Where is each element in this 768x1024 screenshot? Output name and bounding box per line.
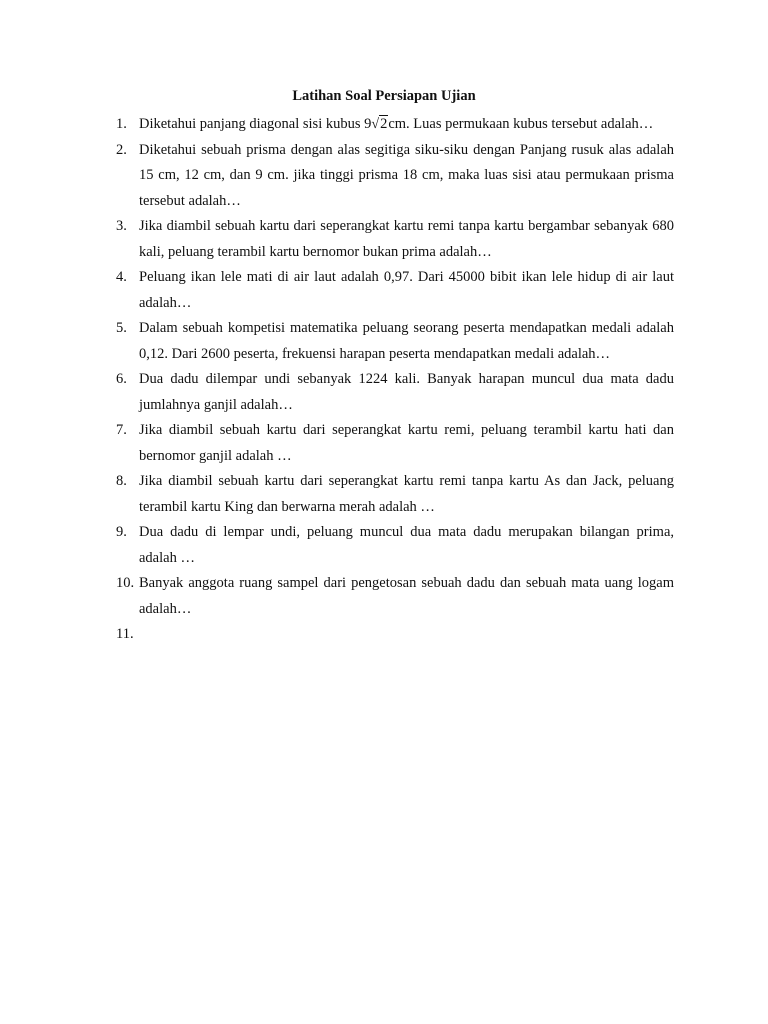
question-item-8 xyxy=(116,469,674,520)
square-root-radicand: 2 xyxy=(380,116,388,132)
question-text: Jika diambil sebuah kartu dari seperangkat kartu remi tanpa kartu As dan Jack, peluang terambil kartu King dan berwarna merah adalah … xyxy=(139,473,674,515)
question-number: 8. xyxy=(116,473,127,489)
question-item-4 xyxy=(116,265,674,316)
question-text: Peluang ikan lele mati di air laut adalah 0,97. Dari 45000 bibit ikan lele hidup di air laut adalah… xyxy=(139,269,674,311)
question-item-9 xyxy=(116,520,674,571)
question-text: Dalam sebuah kompetisi matematika peluang seorang peserta mendapatkan medali adalah 0,12. Dari 2600 peserta, frekuensi harapan peserta mendapatkan medali adalah… xyxy=(139,320,674,362)
question-number: 11. xyxy=(116,626,134,642)
question-item-5 xyxy=(116,316,674,367)
question-text: Banyak anggota ruang sampel dari pengetosan sebuah dadu dan sebuah mata uang logam adalah… xyxy=(139,575,674,617)
question-text: Jika diambil sebuah kartu dari seperangkat kartu remi tanpa kartu bergambar sebanyak 680 kali, peluang terambil kartu bernomor bukan prima adalah… xyxy=(139,218,674,260)
question-item-2 xyxy=(116,138,674,215)
question-text-before: Diketahui panjang diagonal sisi kubus 9 xyxy=(139,116,372,132)
square-root-icon: √ xyxy=(371,117,380,132)
document-title: Latihan Soal Persiapan Ujian xyxy=(292,88,476,104)
question-item-11 xyxy=(116,622,674,648)
question-item-7 xyxy=(116,418,674,469)
question-number: 10. xyxy=(116,575,135,591)
question-text xyxy=(139,112,674,138)
question-number: 3. xyxy=(116,218,127,234)
question-number: 1. xyxy=(116,116,127,132)
square-root-expression xyxy=(371,112,388,138)
question-text: Jika diambil sebuah kartu dari seperangkat kartu remi, peluang terambil kartu hati dan bernomor ganjil adalah … xyxy=(139,422,674,464)
question-number: 7. xyxy=(116,422,127,438)
question-number: 2. xyxy=(116,141,127,158)
question-list xyxy=(116,112,674,648)
question-number: 4. xyxy=(116,269,127,285)
question-number: 9. xyxy=(116,524,127,540)
question-item-1 xyxy=(116,112,674,138)
question-text xyxy=(139,622,674,648)
question-number: 5. xyxy=(116,320,127,336)
question-item-10 xyxy=(116,571,674,622)
question-item-6 xyxy=(116,367,674,418)
question-text-after: cm. Luas permukaan kubus tersebut adalah… xyxy=(388,116,654,132)
question-text: Dua dadu dilempar undi sebanyak 1224 kali. Banyak harapan muncul dua mata dadu jumlahnya ganjil adalah… xyxy=(139,371,674,413)
question-text: Diketahui sebuah prisma dengan alas segitiga siku-siku dengan Panjang rusuk alas adalah 15 cm, 12 cm, dan 9 cm. jika tinggi prisma 18 cm, maka luas sisi atau permukaan prisma tersebut adalah… xyxy=(139,141,674,209)
question-text: Dua dadu di lempar undi, peluang muncul dua mata dadu merupakan bilangan prima, adalah … xyxy=(139,524,674,566)
question-number: 6. xyxy=(116,371,127,387)
question-item-3 xyxy=(116,214,674,265)
